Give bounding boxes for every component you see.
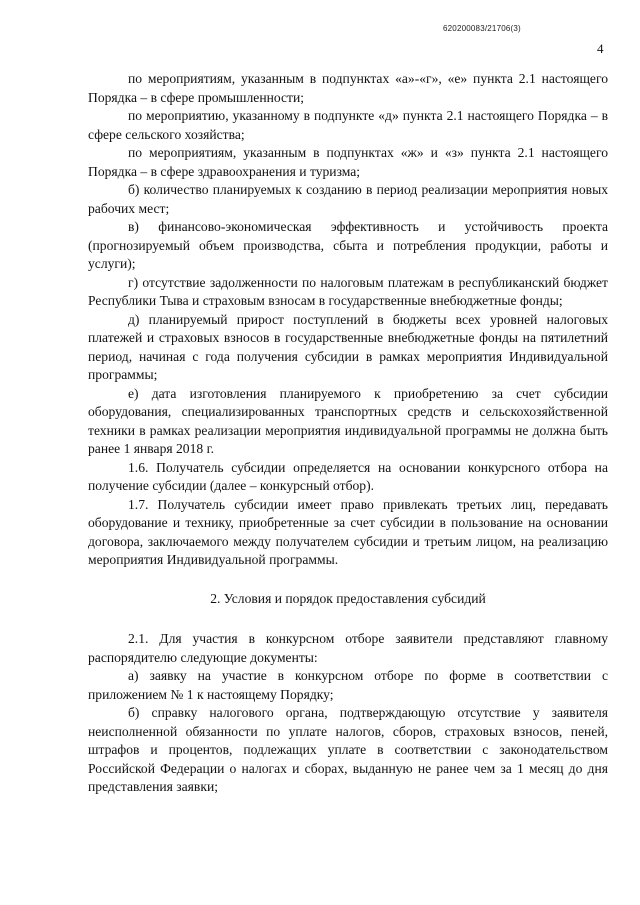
document-id: 620200083/21706(3) [443, 24, 521, 33]
paragraph: д) планируемый прирост поступлений в бюджеты всех уровней налоговых платежей и страховых взносов в государственные внебюджетные фонды на пятилетний период, начиная с года получения субсидии в рамках мероприятия Индивидуальной программы; [88, 311, 608, 382]
paragraph: по мероприятиям, указанным в подпунктах «а»-«г», «е» пункта 2.1 настоящего Порядка – в сфере промышленности; [88, 71, 608, 105]
paragraph: б) справку налогового органа, подтверждающую отсутствие у заявителя неисполненной обязанности по уплате налогов, сборов, страховых взносов, пеней, штрафов и процентов, подлежащих уплате в соответствии с законодательством Российской Федерации о налогах и сборах, выданную не ранее чем за 1 месяц до дня представления заявки; [88, 705, 608, 794]
page-number: 4 [597, 41, 604, 56]
paragraph: по мероприятию, указанному в подпункте «д» пункта 2.1 настоящего Порядка – в сфере сельского хозяйства; [88, 108, 608, 142]
paragraph: в) финансово-экономическая эффективность и устойчивость проекта (прогнозируемый объем производства, сбыта и потребления продукции, работы и услуги); [88, 219, 608, 271]
document-body [88, 70, 608, 797]
paragraph: а) заявку на участие в конкурсном отборе по форме в соответствии с приложением № 1 к настоящему Порядку; [88, 668, 608, 702]
paragraph: 2.1. Для участия в конкурсном отборе заявители представляют главному распорядителю следующие документы: [88, 631, 608, 665]
paragraph: е) дата изготовления планируемого к приобретению за счет субсидии оборудования, специализированных транспортных средств и сельскохозяйственной техники в рамках реализации мероприятия индивидуальной программы не должна быть ранее 1 января 2018 г. [88, 385, 608, 456]
paragraph: г) отсутствие задолженности по налоговым платежам в республиканский бюджет Республики Тыва и страховым взносам в государственные внебюджетные фонды; [88, 274, 608, 308]
paragraph: б) количество планируемых к созданию в период реализации мероприятия новых рабочих мест; [88, 182, 608, 216]
section-heading: 2. Условия и порядок предоставления субсидий [210, 590, 486, 606]
paragraph: 1.7. Получатель субсидии имеет право привлекать третьих лиц, передавать оборудование и технику, приобретенные за счет субсидии в пользование на основании договора, заключаемого между получателем субсидии и третьим лицом, на реализацию мероприятия Индивидуальной программы. [88, 496, 608, 567]
paragraph: 1.6. Получатель субсидии определяется на основании конкурсного отбора на получение субсидии (далее – конкурсный отбор). [88, 459, 608, 493]
paragraph: по мероприятиям, указанным в подпунктах «ж» и «з» пункта 2.1 настоящего Порядка – в сфере здравоохранения и туризма; [88, 145, 608, 179]
